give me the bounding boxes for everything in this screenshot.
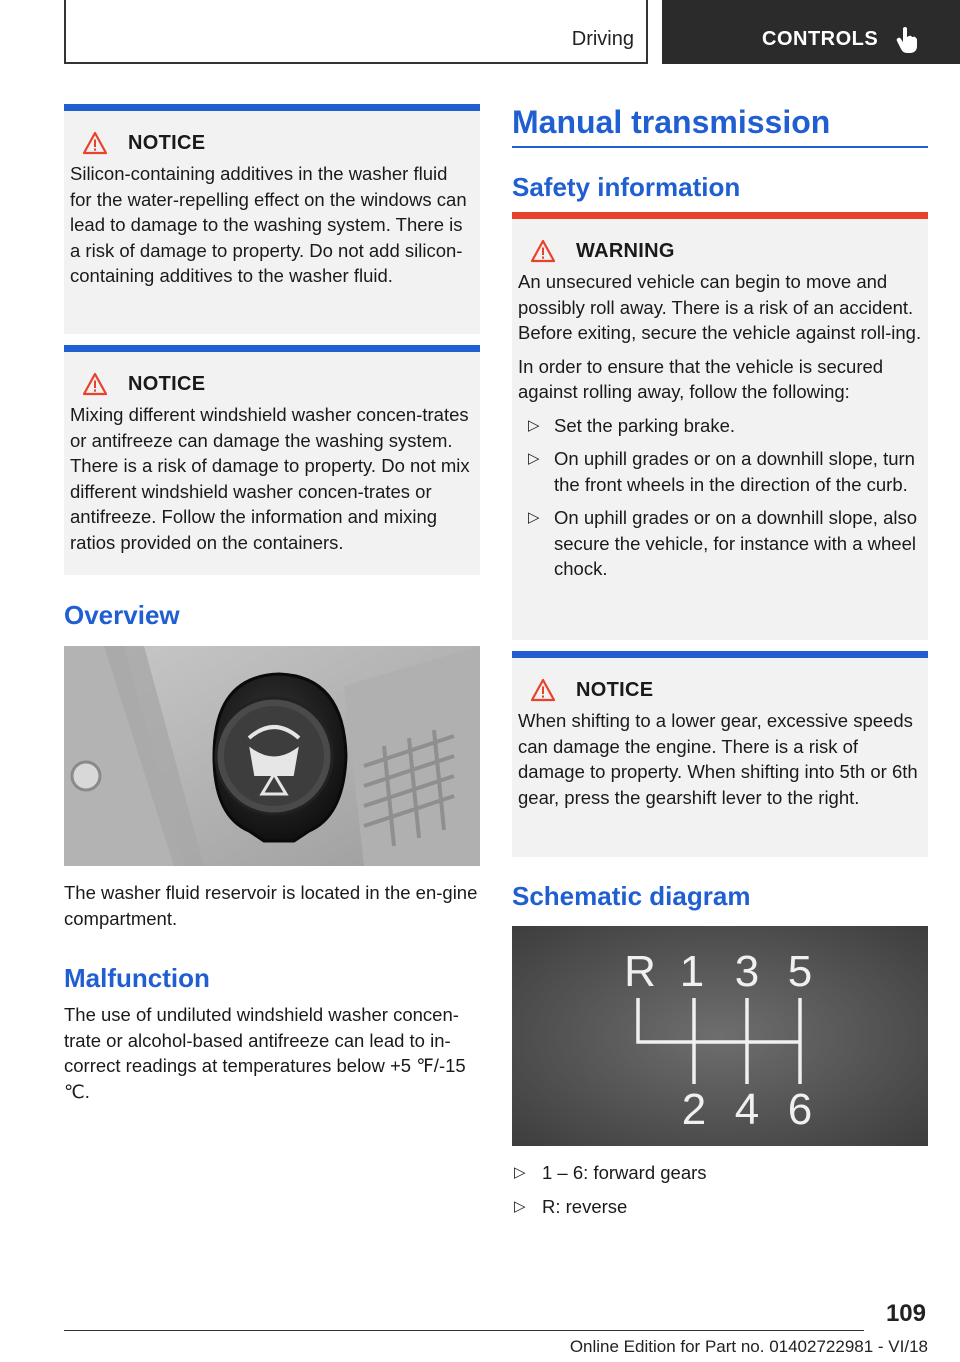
list-item: ▷ On uphill grades or on a downhill slope, turn the front wheels in the direction of the curb. — [528, 448, 915, 495]
warning-title: WARNING — [576, 239, 675, 262]
gear-label-6: 6 — [787, 1085, 813, 1134]
malfunction-text: The use of undiluted windshield washer concen-trate or alcohol-based antifreeze can lead to in-correct readings at temperatures below +5 ℉/-15 ℃. — [64, 1004, 466, 1102]
notice-title: NOTICE — [128, 131, 206, 154]
list-item: ▷ Set the parking brake. — [518, 413, 922, 439]
list-item: ▷ 1 – 6: forward gears — [512, 1160, 928, 1186]
notice-text: When shifting to a lower gear, excessive speeds can damage the engine. There is a risk of damage to property. When shifting into 5th or 6th gear, press the gearshift lever to the right. — [518, 710, 918, 808]
schematic-heading: Schematic diagram — [512, 881, 751, 911]
gear-label-3: 3 — [734, 947, 760, 996]
warning-triangle-icon — [530, 678, 556, 702]
notice-box-mixing — [64, 345, 480, 575]
bullet-triangle-icon: ▷ — [528, 509, 540, 526]
overview-caption: The washer fluid reservoir is located in the en-gine compartment. — [64, 882, 478, 929]
footer-edition: Online Edition for Part no. 01402722981 - VI/18 — [569, 1337, 928, 1356]
header-section-tab — [64, 0, 648, 64]
bullet-triangle-icon: ▷ — [514, 1197, 526, 1215]
notice-text: Mixing different windshield washer concen-trates or antifreeze can damage the washing system. There is a risk of damage to property. Do not mix different windshield washer concen-trates or antifreeze. Follow the information and mixing ratios provided on the containers. — [70, 404, 470, 553]
gear-label-5: 5 — [787, 947, 813, 996]
header-chapter-label: CONTROLS — [762, 28, 879, 50]
title-rule — [512, 146, 928, 148]
header-section-label: Driving — [571, 28, 634, 50]
page-number: 109 — [885, 1300, 926, 1327]
safety-heading: Safety information — [512, 172, 741, 202]
gear-label-4: 4 — [734, 1085, 760, 1134]
warning-triangle-icon — [82, 372, 108, 396]
list-item: ▷ On uphill grades or on a downhill slope, also secure the vehicle, for instance with a wheel chock. — [528, 507, 918, 579]
notice-box-silicon — [64, 104, 480, 334]
warning-text-2: In order to ensure that the vehicle is secured against rolling away, follow the following: — [518, 355, 884, 402]
notice-title: NOTICE — [576, 678, 654, 701]
warning-list — [518, 413, 922, 582]
malfunction-heading: Malfunction — [64, 963, 210, 993]
gear-shift-diagram — [512, 926, 928, 1146]
gear-label-r: R — [624, 947, 656, 996]
gear-legend — [512, 1160, 928, 1227]
gear-label-2: 2 — [681, 1085, 707, 1134]
gear-label-1: 1 — [679, 947, 705, 996]
notice-text: Silicon-containing additives in the washer fluid for the water-repelling effect on the windows can lead to damage to the washing system. There is a risk of damage to property. Do not add silicon-containing additives to the washer fluid. — [70, 163, 467, 286]
page-title: Manual transmission — [512, 104, 831, 140]
notice-box-shifting — [512, 651, 928, 857]
warning-triangle-icon — [82, 131, 108, 155]
warning-triangle-icon — [530, 239, 556, 263]
warning-box — [512, 212, 928, 640]
notice-title: NOTICE — [128, 372, 206, 395]
header-chapter-tab — [662, 0, 960, 64]
bullet-triangle-icon: ▷ — [514, 1164, 526, 1181]
footer-rule — [64, 1330, 864, 1331]
overview-heading: Overview — [64, 600, 180, 630]
bullet-triangle-icon: ▷ — [528, 416, 540, 434]
bullet-triangle-icon: ▷ — [528, 450, 540, 467]
list-item: ▷ R: reverse — [512, 1194, 928, 1220]
pointing-hand-icon — [896, 26, 918, 54]
warning-text-1: An unsecured vehicle can begin to move and possibly roll away. There is a risk of an accident. Before exiting, secure the vehicle against roll-ing. — [518, 271, 922, 343]
washer-reservoir-photo — [64, 646, 480, 866]
